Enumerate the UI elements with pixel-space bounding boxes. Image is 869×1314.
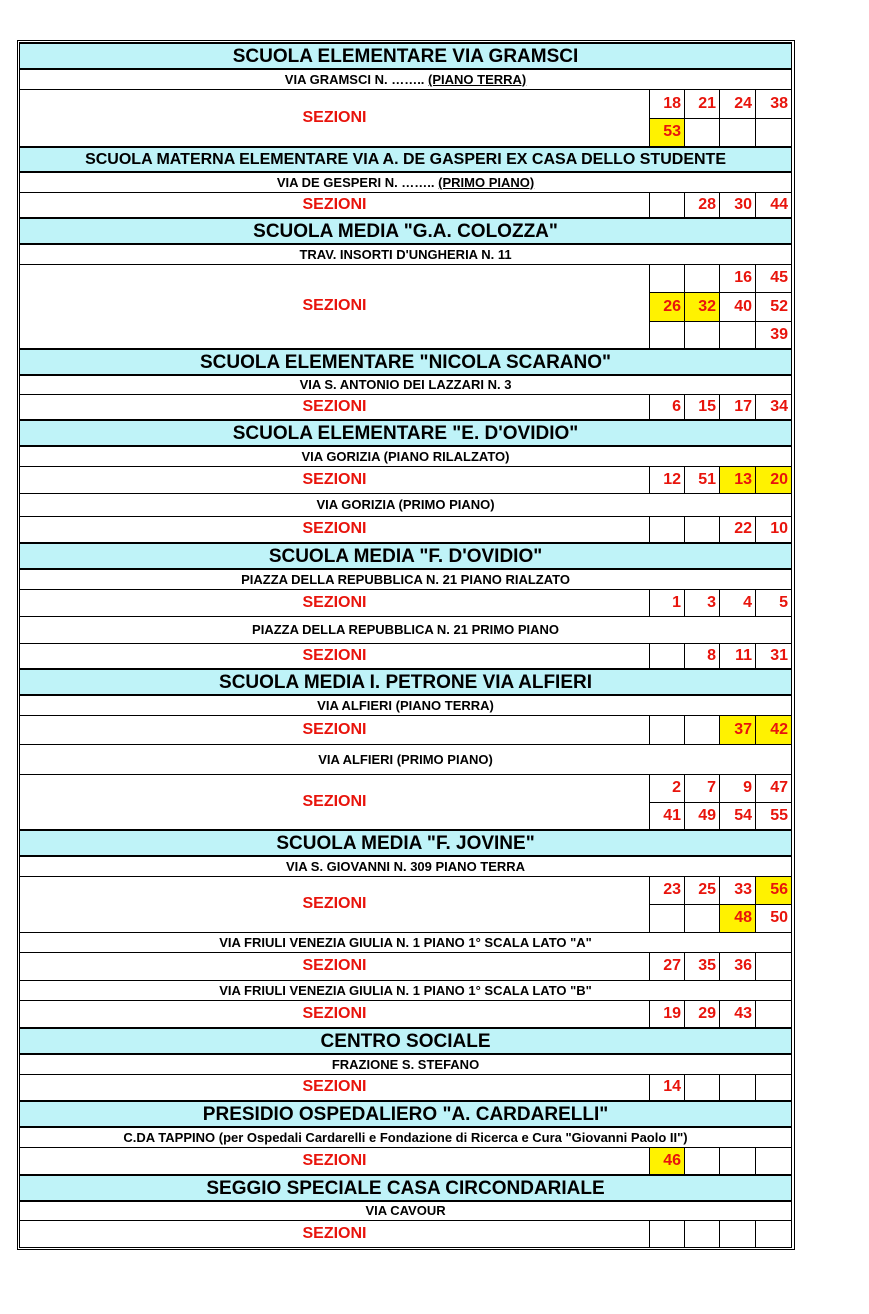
section-number <box>685 1074 720 1101</box>
address-text: VIA S. GIOVANNI N. 309 PIANO TERRA <box>285 858 526 874</box>
school-title: SCUOLA ELEMENTARE "NICOLA SCARANO" <box>20 349 792 375</box>
section-number <box>685 264 720 292</box>
sezioni-label: SEZIONI <box>20 589 650 616</box>
section-number: 18 <box>650 89 685 118</box>
section-number: 33 <box>720 876 756 904</box>
sezioni-label: SEZIONI <box>20 89 650 147</box>
address-line <box>20 932 792 952</box>
address-text: TRAV. INSORTI D'UNGHERIA N. 11 <box>299 246 512 262</box>
address-text: VIA FRIULI VENEZIA GIULIA N. 1 PIANO 1° SCALA LATO "B" <box>219 982 592 998</box>
address-floor: (PIANO TERRA) <box>428 71 527 87</box>
address-line <box>20 1054 792 1074</box>
section-number-highlighted: 53 <box>650 118 685 147</box>
section-number <box>650 904 685 932</box>
address-line <box>20 695 792 715</box>
sections-table <box>19 42 792 1248</box>
address-line <box>20 446 792 466</box>
address-line <box>20 172 792 192</box>
address-text: VIA S. ANTONIO DEI LAZZARI N. 3 <box>299 377 512 393</box>
section-number <box>685 516 720 543</box>
school-title: SCUOLA MEDIA "F. JOVINE" <box>20 830 792 856</box>
school-title: SCUOLA ELEMENTARE VIA GRAMSCI <box>20 43 792 69</box>
section-number: 10 <box>756 516 792 543</box>
section-number: 3 <box>685 589 720 616</box>
school-title: SCUOLA MATERNA ELEMENTARE VIA A. DE GASPERI EX CASA DELLO STUDENTE <box>20 147 792 172</box>
sezioni-label: SEZIONI <box>20 876 650 932</box>
section-number: 28 <box>685 192 720 218</box>
sezioni-label: SEZIONI <box>20 466 650 493</box>
section-number: 9 <box>720 774 756 802</box>
section-number-highlighted: 26 <box>650 292 685 321</box>
section-number: 50 <box>756 904 792 932</box>
sezioni-label: SEZIONI <box>20 952 650 980</box>
address-text: VIA ALFIERI (PIANO TERRA) <box>317 697 494 713</box>
sezioni-label: SEZIONI <box>20 1074 650 1101</box>
section-number: 17 <box>720 394 756 420</box>
section-number-highlighted: 56 <box>756 876 792 904</box>
section-number: 7 <box>685 774 720 802</box>
address-floor: (PRIMO PIANO) <box>438 174 535 190</box>
section-number: 8 <box>685 643 720 669</box>
section-number: 41 <box>650 802 685 830</box>
section-number: 5 <box>756 589 792 616</box>
section-number: 45 <box>756 264 792 292</box>
address-text: VIA CAVOUR <box>365 1203 446 1219</box>
section-number-highlighted: 13 <box>720 466 756 493</box>
school-title: SEGGIO SPECIALE CASA CIRCONDARIALE <box>20 1175 792 1201</box>
address-text: VIA DE GESPERI N. …….. <box>276 174 435 190</box>
section-number <box>720 1147 756 1175</box>
address-text: VIA GORIZIA (PIANO RILALZATO) <box>301 448 510 464</box>
address-line <box>20 980 792 1000</box>
section-number <box>685 1220 720 1247</box>
sezioni-label: SEZIONI <box>20 715 650 744</box>
section-number <box>756 1220 792 1247</box>
address-text: VIA GRAMSCI N. …….. <box>284 71 425 87</box>
section-number <box>650 1220 685 1247</box>
section-number <box>650 643 685 669</box>
section-number: 51 <box>685 466 720 493</box>
section-number: 11 <box>720 643 756 669</box>
section-number <box>685 118 720 147</box>
address-text: VIA ALFIERI (PRIMO PIANO) <box>318 751 493 767</box>
section-number <box>650 516 685 543</box>
section-number: 40 <box>720 292 756 321</box>
address-line <box>20 493 792 516</box>
section-number: 47 <box>756 774 792 802</box>
section-number <box>685 321 720 349</box>
sezioni-label: SEZIONI <box>20 1220 650 1247</box>
section-number-highlighted: 32 <box>685 292 720 321</box>
section-number: 22 <box>720 516 756 543</box>
section-number <box>685 904 720 932</box>
section-number: 4 <box>720 589 756 616</box>
section-number <box>756 1074 792 1101</box>
address-line <box>20 375 792 394</box>
address-text: VIA FRIULI VENEZIA GIULIA N. 1 PIANO 1° SCALA LATO "A" <box>219 934 592 950</box>
section-number: 24 <box>720 89 756 118</box>
school-title: SCUOLA MEDIA I. PETRONE VIA ALFIERI <box>20 669 792 695</box>
section-number <box>756 952 792 980</box>
address-line <box>20 569 792 589</box>
address-line <box>20 856 792 876</box>
section-number: 15 <box>685 394 720 420</box>
section-number: 35 <box>685 952 720 980</box>
address-line <box>20 616 792 643</box>
section-number-highlighted: 37 <box>720 715 756 744</box>
address-line <box>20 69 792 89</box>
sezioni-label: SEZIONI <box>20 1147 650 1175</box>
section-number <box>685 1147 720 1175</box>
section-number <box>650 192 685 218</box>
section-number: 54 <box>720 802 756 830</box>
section-number: 14 <box>650 1074 685 1101</box>
section-number <box>720 1074 756 1101</box>
section-number <box>720 118 756 147</box>
sezioni-label: SEZIONI <box>20 264 650 349</box>
section-number: 25 <box>685 876 720 904</box>
section-number <box>720 321 756 349</box>
school-title: CENTRO SOCIALE <box>20 1028 792 1054</box>
section-number-highlighted: 46 <box>650 1147 685 1175</box>
address-text: PIAZZA DELLA REPUBBLICA N. 21 PRIMO PIANO <box>252 622 559 637</box>
address-line <box>20 1201 792 1220</box>
section-number <box>756 118 792 147</box>
section-number: 36 <box>720 952 756 980</box>
address-text: PIAZZA DELLA REPUBBLICA N. 21 PIANO RIALZATO <box>241 571 570 587</box>
sezioni-label: SEZIONI <box>20 643 650 669</box>
section-number-highlighted: 48 <box>720 904 756 932</box>
address-text: FRAZIONE S. STEFANO <box>331 1056 480 1072</box>
school-title: SCUOLA MEDIA "F. D'OVIDIO" <box>20 543 792 569</box>
section-number: 34 <box>756 394 792 420</box>
address-text: C.DA TAPPINO (per Ospedali Cardarelli e Fondazione di Ricerca e Cura "Giovanni Paolo II") <box>123 1129 688 1145</box>
section-number: 38 <box>756 89 792 118</box>
polling-sections-document <box>17 40 795 1250</box>
section-number <box>720 1220 756 1247</box>
school-title: PRESIDIO OSPEDALIERO "A. CARDARELLI" <box>20 1101 792 1127</box>
sezioni-label: SEZIONI <box>20 394 650 420</box>
sezioni-label: SEZIONI <box>20 192 650 218</box>
section-number <box>650 321 685 349</box>
section-number <box>650 715 685 744</box>
section-number: 2 <box>650 774 685 802</box>
school-title: SCUOLA MEDIA "G.A. COLOZZA" <box>20 218 792 244</box>
section-number: 27 <box>650 952 685 980</box>
section-number: 31 <box>756 643 792 669</box>
sezioni-label: SEZIONI <box>20 774 650 830</box>
section-number: 19 <box>650 1000 685 1028</box>
section-number: 52 <box>756 292 792 321</box>
section-number: 49 <box>685 802 720 830</box>
section-number: 39 <box>756 321 792 349</box>
section-number <box>650 264 685 292</box>
section-number <box>685 715 720 744</box>
sezioni-label: SEZIONI <box>20 516 650 543</box>
section-number: 44 <box>756 192 792 218</box>
address-line <box>20 744 792 774</box>
section-number: 6 <box>650 394 685 420</box>
section-number <box>756 1000 792 1028</box>
section-number: 1 <box>650 589 685 616</box>
section-number-highlighted: 20 <box>756 466 792 493</box>
section-number: 29 <box>685 1000 720 1028</box>
address-text: VIA GORIZIA (PRIMO PIANO) <box>316 497 495 512</box>
section-number-highlighted: 42 <box>756 715 792 744</box>
sezioni-label: SEZIONI <box>20 1000 650 1028</box>
section-number: 21 <box>685 89 720 118</box>
section-number: 30 <box>720 192 756 218</box>
school-title: SCUOLA ELEMENTARE "E. D'OVIDIO" <box>20 420 792 446</box>
address-line <box>20 244 792 264</box>
section-number: 12 <box>650 466 685 493</box>
section-number <box>756 1147 792 1175</box>
address-line <box>20 1127 792 1147</box>
section-number: 16 <box>720 264 756 292</box>
section-number: 55 <box>756 802 792 830</box>
section-number: 23 <box>650 876 685 904</box>
section-number: 43 <box>720 1000 756 1028</box>
